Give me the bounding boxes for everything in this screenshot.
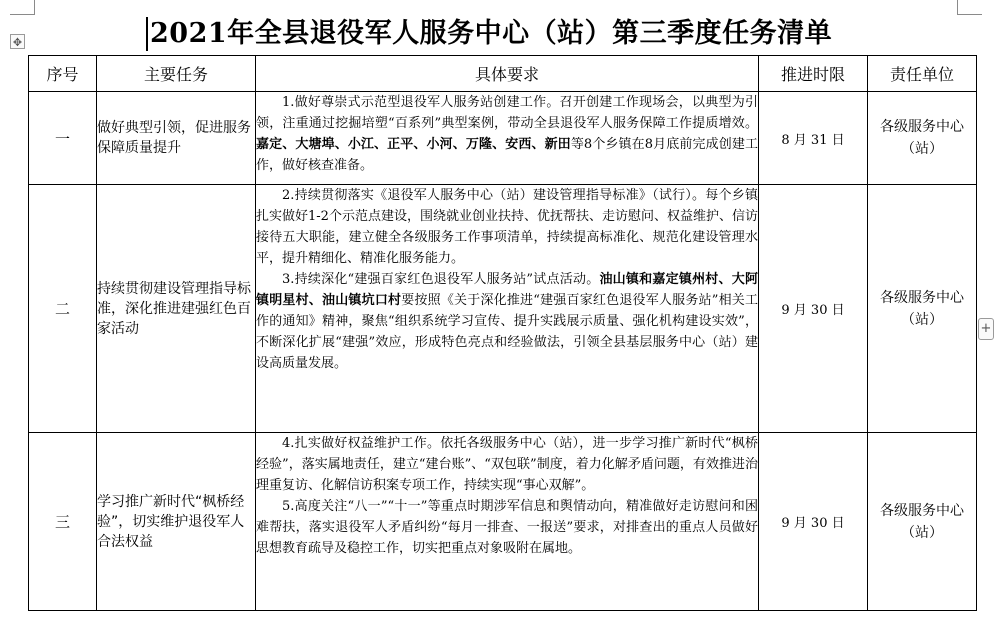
row-seq[interactable]: 三 (29, 433, 97, 611)
table-row (29, 92, 977, 185)
requirement-paragraph: 4.扎实做好权益维护工作。依托各级服务中心（站），进一步学习推广新时代“枫桥经验”，落实属地责任，建立“建台账”、“双包联”制度，着力化解矛盾问题，有效推进治理重复访、化解信访积案专项工作，持续实现“事心双解”。 (256, 436, 758, 493)
row-deadline[interactable]: 8 月 31 日 (759, 92, 868, 185)
requirement-paragraph: 5.高度关注“八一”“十一”等重点时期涉军信息和舆情动向，精准做好走访慰问和困难帮扶，落实退役军人矛盾纠纷“每月一排查、一报送”要求，对排查出的重点人员做好思想教育疏导及稳控工作，切实把重点对象吸附在属地。 (256, 499, 758, 556)
crop-mark-top-right (957, 0, 982, 15)
row-deadline[interactable]: 9 月 30 日 (759, 433, 868, 611)
table-row (29, 185, 977, 433)
crop-mark-top-left (10, 0, 35, 15)
task-table[interactable] (28, 55, 977, 611)
row-unit[interactable] (868, 92, 977, 185)
requirement-paragraph: 2.持续贯彻落实《退役军人服务中心（站）建设管理指导标准》（试行）。每个乡镇扎实做好1-2个示范点建设，围绕就业创业扶持、优抚帮扶、走访慰问、权益维护、信访接待五大职能，建立健全各级服务工作事项清单，持续提高标准化、规范化建设管理水平，提升精细化、精准化服务能力。 (256, 188, 758, 266)
unit-line: 各级服务中心 (880, 119, 964, 135)
text-cursor (146, 17, 148, 51)
row-unit[interactable] (868, 185, 977, 433)
unit-line: 各级服务中心 (880, 502, 964, 519)
row-deadline[interactable]: 9 月 30 日 (759, 185, 868, 433)
move-arrows-icon: ✥ (12, 36, 23, 49)
table-header-row (29, 56, 977, 92)
row-requirements[interactable] (256, 92, 759, 185)
row-seq[interactable]: 二 (29, 185, 97, 433)
header-task[interactable]: 主要任务 (97, 56, 256, 92)
unit-line: 各级服务中心 (880, 289, 964, 306)
header-requirements[interactable]: 具体要求 (256, 56, 759, 92)
table-row (29, 433, 977, 611)
row-task[interactable]: 持续贯彻建设管理指导标准，深化推进建强红色百家活动 (97, 185, 256, 433)
row-task[interactable]: 做好典型引领，促进服务保障质量提升 (97, 92, 256, 185)
add-column-button[interactable] (978, 318, 994, 340)
unit-line: （站） (901, 141, 943, 157)
row-task[interactable]: 学习推广新时代“枫桥经验”，切实维护退役军人 合法权益 (97, 433, 256, 611)
row-unit[interactable] (868, 433, 977, 611)
row-requirements[interactable] (256, 185, 759, 433)
header-seq[interactable]: 序号 (29, 56, 97, 92)
document-title[interactable]: 2021年全县退役军人服务中心（站）第三季度任务清单 (150, 18, 833, 49)
row-seq[interactable]: 一 (29, 92, 97, 185)
table-move-handle[interactable] (10, 34, 25, 49)
header-deadline[interactable]: 推进时限 (759, 56, 868, 92)
row-requirements[interactable] (256, 433, 759, 611)
unit-line: （站） (901, 524, 943, 541)
unit-line: （站） (901, 311, 943, 328)
header-responsible-unit[interactable]: 责任单位 (868, 56, 977, 92)
requirement-paragraph: 3.持续深化“建强百家红色退役军人服务站”试点活动。油山镇和嘉定镇州村、大阿镇明星村、油山镇坑口村要按照《关于深化推进“建强百家红色退役军人服务站”相关工作的通知》精神，聚焦“组织系统学习宣传、提升实践展示质量、强化机构建设实效”，不断深化扩展“建强”效应，形成特色亮点和经验做法，引领全县基层服务中心（站）建设高质量发展。 (256, 272, 758, 371)
plus-icon: + (980, 321, 992, 336)
requirement-paragraph: 1.做好尊崇式示范型退役军人服务站创建工作。召开创建工作现场会，以典型为引领，注重通过挖掘培塑“百系列”典型案例，带动全县退役军人服务保障工作提质增效。嘉定、大塘埠、小江、正平、小河、万隆、安西、新田等8个乡镇在8月底前完成创建工作，做好核查准备。 (256, 95, 758, 173)
